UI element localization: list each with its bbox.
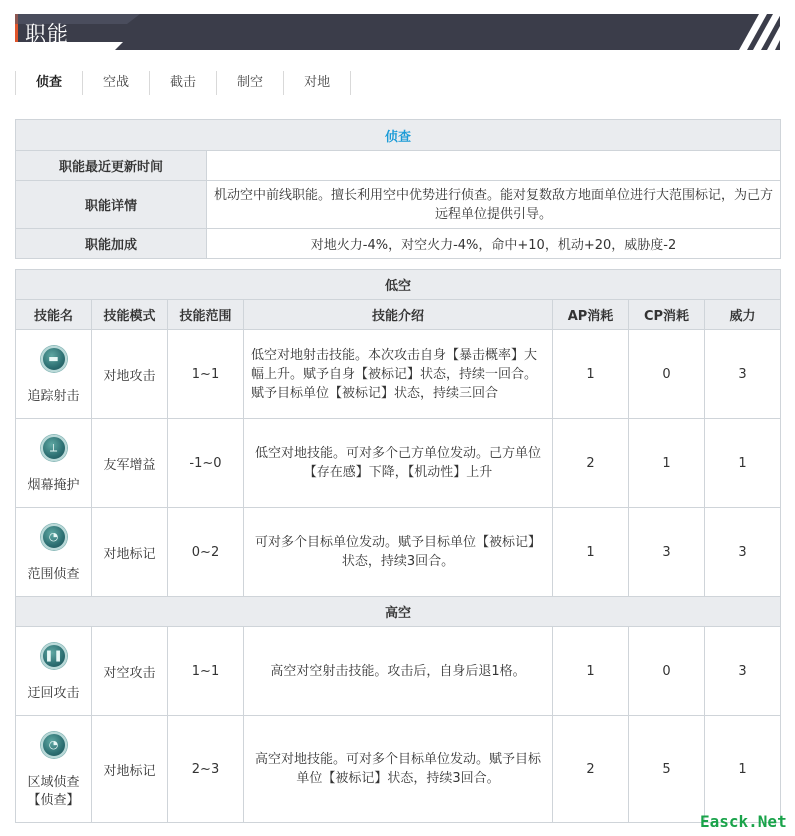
skill-desc: 高空对空射击技能。攻击后，自身后退1格。: [244, 627, 553, 716]
banner-background: [15, 14, 780, 50]
skill-mode: 友军增益: [92, 419, 168, 508]
skill-range: 1~1: [168, 330, 244, 419]
skill-name: 追踪射击: [27, 389, 80, 404]
info-table-title: 侦查: [16, 120, 781, 151]
skill-ap-cost: 1: [553, 330, 629, 419]
skill-cp-cost: 0: [629, 330, 705, 419]
update-time-value: [207, 151, 781, 181]
page-title: 职能: [25, 22, 69, 46]
skill-mode: 对地攻击: [92, 330, 168, 419]
skill-name-cell: [16, 627, 92, 716]
skill-ap-cost: 1: [553, 627, 629, 716]
skill-power: 1: [705, 716, 781, 823]
skill-range: 2~3: [168, 716, 244, 823]
radar-icon: ◔: [41, 732, 67, 758]
skill-name-cell: [16, 716, 92, 823]
col-header-skill-range: 技能范围: [168, 300, 244, 330]
role-bonus-value: 对地火力-4%，对空火力-4%，命中+10，机动+20，威胁度-2: [207, 229, 781, 259]
col-header-power: 威力: [705, 300, 781, 330]
skill-ap-cost: 2: [553, 419, 629, 508]
skill-row: [16, 627, 781, 716]
skill-power: 3: [705, 627, 781, 716]
role-bonus-label: 职能加成: [16, 229, 207, 259]
col-header-skill-name: 技能名: [16, 300, 92, 330]
skill-mode: 对地标记: [92, 716, 168, 823]
skill-range: 0~2: [168, 508, 244, 597]
skill-mode: 对地标记: [92, 508, 168, 597]
skill-name-cell: [16, 419, 92, 508]
skills-table: [15, 269, 781, 823]
skill-name: 烟幕掩护: [27, 478, 80, 493]
col-header-skill-desc: 技能介绍: [244, 300, 553, 330]
skill-name: 范围侦查: [27, 567, 80, 582]
skill-power: 3: [705, 508, 781, 597]
tab-ground-attack[interactable]: 对地: [284, 71, 351, 95]
role-detail-label: 职能详情: [16, 181, 207, 229]
skill-row: [16, 419, 781, 508]
tab-air-combat[interactable]: 空战: [83, 71, 150, 95]
skill-row: [16, 508, 781, 597]
skill-range: -1~0: [168, 419, 244, 508]
tab-air-superiority[interactable]: 制空: [217, 71, 284, 95]
skill-row: [16, 716, 781, 823]
skill-name: 区域侦查【侦查】: [27, 775, 80, 808]
skill-power: 3: [705, 330, 781, 419]
skill-desc: 低空对地技能。可对多个己方单位发动。己方单位【存在感】下降，【机动性】上升: [244, 419, 553, 508]
radar-icon: ◔: [41, 524, 67, 550]
col-header-skill-mode: 技能模式: [92, 300, 168, 330]
skill-desc: 高空对地技能。可对多个目标单位发动。赋予目标单位【被标记】状态，持续3回合。: [244, 716, 553, 823]
skill-mode: 对空攻击: [92, 627, 168, 716]
missile-icon: ❚❚: [41, 643, 67, 669]
skill-cp-cost: 5: [629, 716, 705, 823]
skill-ap-cost: 2: [553, 716, 629, 823]
tab-intercept[interactable]: 截击: [150, 71, 217, 95]
skill-name: 迂回攻击: [27, 686, 80, 701]
smoke-icon: ⟂: [41, 435, 67, 461]
section-title-high-altitude: 高空: [16, 597, 781, 627]
update-time-label: 职能最近更新时间: [16, 151, 207, 181]
role-detail-value: 机动空中前线职能。擅长利用空中优势进行侦查。能对复数敌方地面单位进行大范围标记，为己方远程单位提供引导。: [207, 181, 781, 229]
skill-power: 1: [705, 419, 781, 508]
skill-desc: 低空对地射击技能。本次攻击自身【暴击概率】大幅上升。赋予自身【被标记】状态，持续一回合。赋予目标单位【被标记】状态，持续三回合: [244, 330, 553, 419]
skill-cp-cost: 3: [629, 508, 705, 597]
role-tabs: [15, 71, 351, 95]
col-header-ap-cost: AP消耗: [553, 300, 629, 330]
skill-row: [16, 330, 781, 419]
gun-icon: ▬: [41, 346, 67, 372]
tab-recon[interactable]: 侦查: [15, 71, 83, 95]
skill-name-cell: [16, 508, 92, 597]
role-info-table: [15, 119, 781, 259]
skill-desc: 可对多个目标单位发动。赋予目标单位【被标记】状态，持续3回合。: [244, 508, 553, 597]
skill-cp-cost: 1: [629, 419, 705, 508]
skill-name-cell: [16, 330, 92, 419]
skill-range: 1~1: [168, 627, 244, 716]
watermark-text: Easck.Net: [700, 812, 787, 831]
skill-ap-cost: 1: [553, 508, 629, 597]
section-banner: [15, 14, 780, 50]
col-header-cp-cost: CP消耗: [629, 300, 705, 330]
section-title-low-altitude: 低空: [16, 270, 781, 300]
skill-cp-cost: 0: [629, 627, 705, 716]
